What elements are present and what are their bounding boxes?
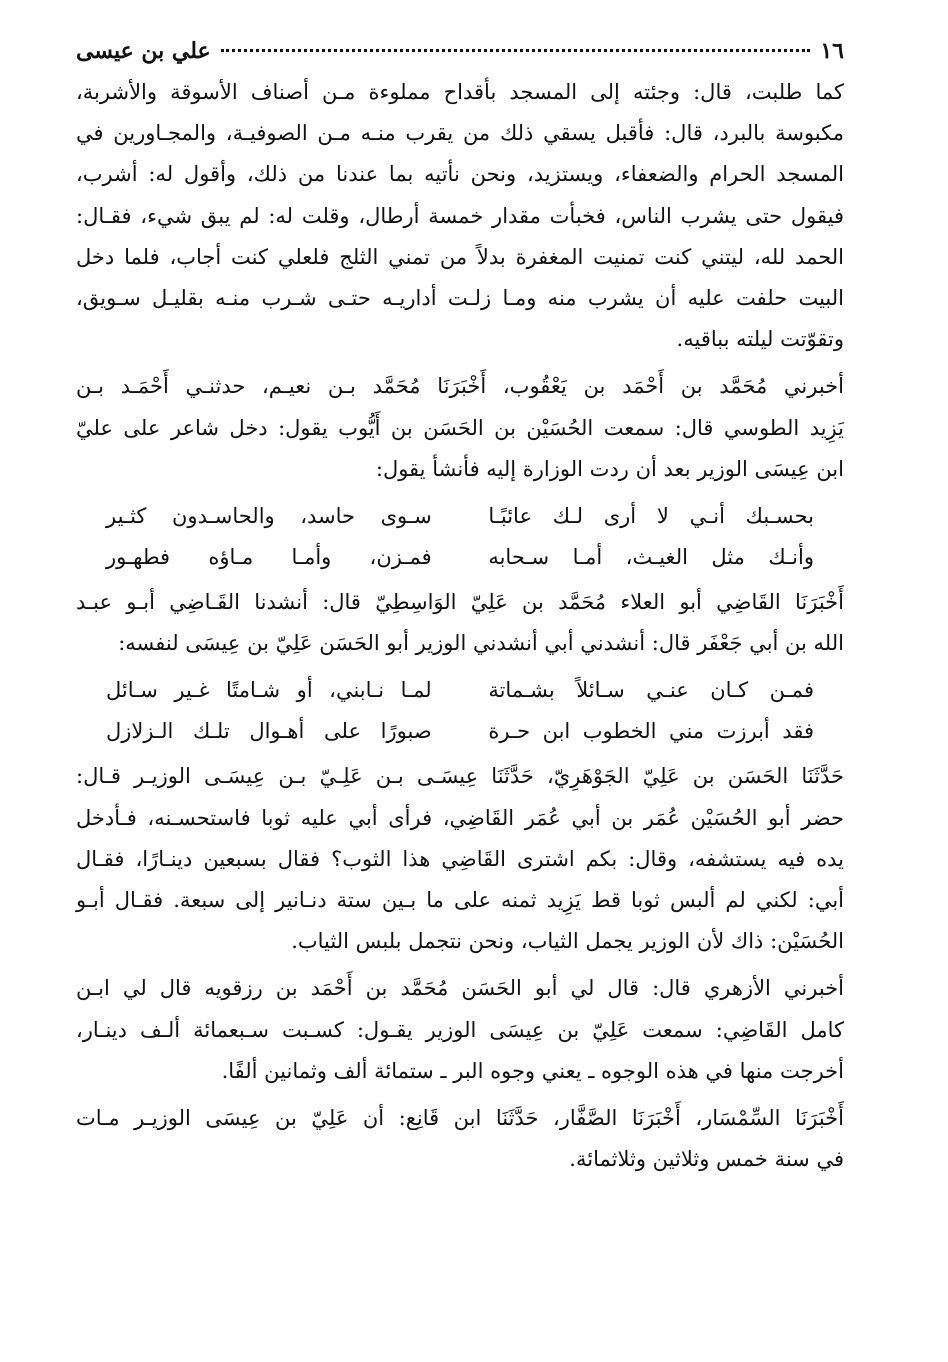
text-line: حضر أبو الحُسَيْن عُمَر بن أبي عُمَر القَاضِي، فرأى أبي عليه ثوبا فاستحسـنه، فـأدخل: [76, 805, 844, 830]
verse-line: [76, 711, 844, 752]
text-line: وتقوّتت ليلته بباقيه.: [676, 327, 844, 352]
verse-second-hemistich: صبورًا على أهـوال تلـك الـزلازل: [106, 719, 432, 744]
paragraph-5: [76, 968, 844, 1092]
text-line: فيقول حتى يشرب الناس، فخبأت مقدار خمسة أرطال، وقلت له: لم يبق شيء، فقـال:: [76, 203, 844, 228]
text-line: كامل القَاضِي: سمعت عَلِيّ بن عِيسَى الوزير يقـول: كسـبت سـبعمائة ألـف دينـار،: [76, 1017, 844, 1042]
verse-line: [76, 670, 844, 711]
page-header: [76, 34, 844, 68]
verse-line: [76, 537, 844, 578]
text-line: يده فيه يستشفه، وقال: بكم اشترى القَاضِي هذا الثوب؟ فقال بسبعين دينـارًا، فقـال: [76, 846, 844, 871]
text-line: الحمد لله، ليتني كنت تمنيت المغفرة بدلاً من تمني الثلج فلعلي كنت أجاب، فلما دخل: [76, 244, 844, 269]
text-line: أَخْبَرَنَا السِّمْسَار، أَخْبَرَنَا الصَّفَّار، حَدَّثَنَا ابن قَانِع: أن عَلِيّ بن عِيسَى الوزيـر مـات: [76, 1106, 844, 1131]
verse-second-hemistich: لمـا نـابني، أو شـامتًا غـير سـائل: [106, 678, 432, 703]
text-line: أخبرني الأزهري قال: قال لي أبو الحَسَن مُحَمَّد بن أَحْمَد بن رزقويه قال لي ابـن: [76, 976, 844, 1001]
text-line: في سنة خمس وثلاثين وثلاثمائة.: [569, 1147, 844, 1172]
verse-first-hemistich: وأنـك مثل الغيـث، أمـا سـحابه: [488, 545, 814, 570]
paragraph-2: [76, 366, 844, 490]
text-line: كما طلبت، قال: وجئته إلى المسجد بأقداح مملوءة مـن أصناف الأسوقة والأشربة،: [76, 80, 844, 104]
page-number: ١٦: [820, 38, 844, 64]
verse-line: [76, 496, 844, 537]
text-line: حَدَّثَنَا الحَسَن بن عَلِيّ الجَوْهَرِيّ، حَدَّثَنَا عِيسَـى بـن عَلِـيّ بـن عِيسَـى الوزيـر قـال:: [76, 764, 844, 789]
text-line: الله بن أبي جَعْفَر قال: أنشدني أبي أنشدني الوزير أبو الحَسَن عَلِيّ بن عِيسَى لنفسه:: [118, 631, 844, 656]
verse-block-1: [76, 496, 844, 578]
text-line: ابن عِيسَى الوزير بعد أن ردت الوزارة إليه فأنشأ يقول:: [375, 456, 844, 481]
text-line: مكبوسة بالبرد، قال: فأقبل يسقي ذلك من يقرب منـه مـن الصوفيـة، والمجـاورين في: [76, 121, 844, 146]
text-line: أَخْبَرَنَا القَاضِي أبو العلاء مُحَمَّد بن عَلِيّ الوَاسِطِيّ قال: أنشدنا القَـاضِي أبـو عبـد: [76, 590, 844, 615]
text-line: أبي: لكني لم ألبس ثوبا قط يَزِيد ثمنه على ما بـين ستة دنـانير إلى سبعة. فقـال أبـو: [76, 888, 844, 913]
running-title: علي بن عيسى: [76, 38, 211, 64]
paragraph-3: [76, 582, 844, 664]
text-line: البيت حلفت عليه أن يشرب منه ومـا زلـت أداريـه حتـى شـرب منـه بقليـل سـويق،: [76, 286, 844, 311]
verse-first-hemistich: بحسـبك أنـي لا أرى لـك عائبًـا: [488, 504, 814, 529]
paragraph-4: [76, 756, 844, 962]
verse-block-2: [76, 670, 844, 752]
header-dotted-leader: [221, 49, 811, 52]
verse-second-hemistich: فمـزن، وأمـا مـاؤه فطهـور: [106, 545, 432, 570]
paragraph-6: [76, 1098, 844, 1180]
text-line: المسجد الحرام والضعفاء، ويستزيد، ونحن نأتيه بما عندنا من ذلك، وأقول له: أشرب،: [76, 162, 844, 187]
text-line: يَزِيد الطوسي قال: سمعت الحُسَيْن بن الحَسَن بن أَيُّوب يقول: دخل شاعر على عليّ: [76, 415, 844, 440]
text-line: الحُسَيْن: ذاك لأن الوزير يجمل الثياب، ونحن نتجمل بلبس الثياب.: [291, 929, 844, 954]
verse-first-hemistich: فمـن كـان عنـي سـائلاً بشـماتة: [488, 678, 814, 703]
text-line: أخبرني مُحَمَّد بن أَحْمَد بن يَعْقُوب، أَخْبَرَنَا مُحَمَّد بـن نعيـم، حدثنـي أَحْمَـد بـن: [76, 374, 844, 399]
verse-second-hemistich: سـوى حاسد، والحاسـدون كثـير: [106, 504, 432, 529]
text-line: أخرجت منها في هذه الوجوه ـ يعني وجوه البر ـ ستمائة ألف وثمانين ألفًا.: [221, 1058, 844, 1083]
verse-first-hemistich: فقد أبرزت مني الخطوب ابن حـرة: [488, 719, 814, 744]
paragraph-1: [76, 72, 844, 360]
